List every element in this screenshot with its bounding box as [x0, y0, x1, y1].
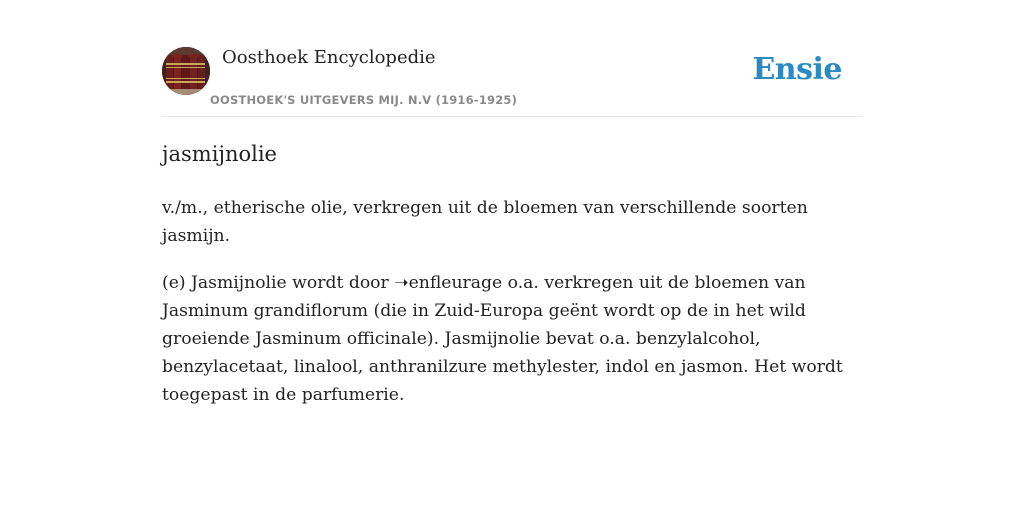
- page-title: jasmijnolie: [162, 142, 277, 166]
- site-header: [162, 46, 862, 117]
- definition-text: v./m., etherische olie, verkregen uit de bloemen van verschillende soorten jasmijn.: [162, 198, 808, 246]
- ensie-logo[interactable]: Ensie: [752, 52, 842, 87]
- article-body-text: (e) Jasmijnolie wordt door ➝enfleurage o.a. verkregen uit de bloemen van Jasminum grandiflorum (die in Zuid-Europa geënt wordt op de in het wild groeiende Jasminum officinale). Jasmijnolie bevat o.a. benzylalcohol, benzylacetaat, linalool, anthranilzure methylester, indol en jasmon. Het wordt toegepast in de parfumerie.: [162, 273, 843, 405]
- site-title[interactable]: Oosthoek Encyclopedie: [222, 47, 436, 68]
- article: [162, 136, 862, 428]
- book-spines-icon[interactable]: [162, 47, 210, 95]
- publisher-label: OOSTHOEK'S UITGEVERS MIJ. N.V (1916-1925): [210, 93, 518, 107]
